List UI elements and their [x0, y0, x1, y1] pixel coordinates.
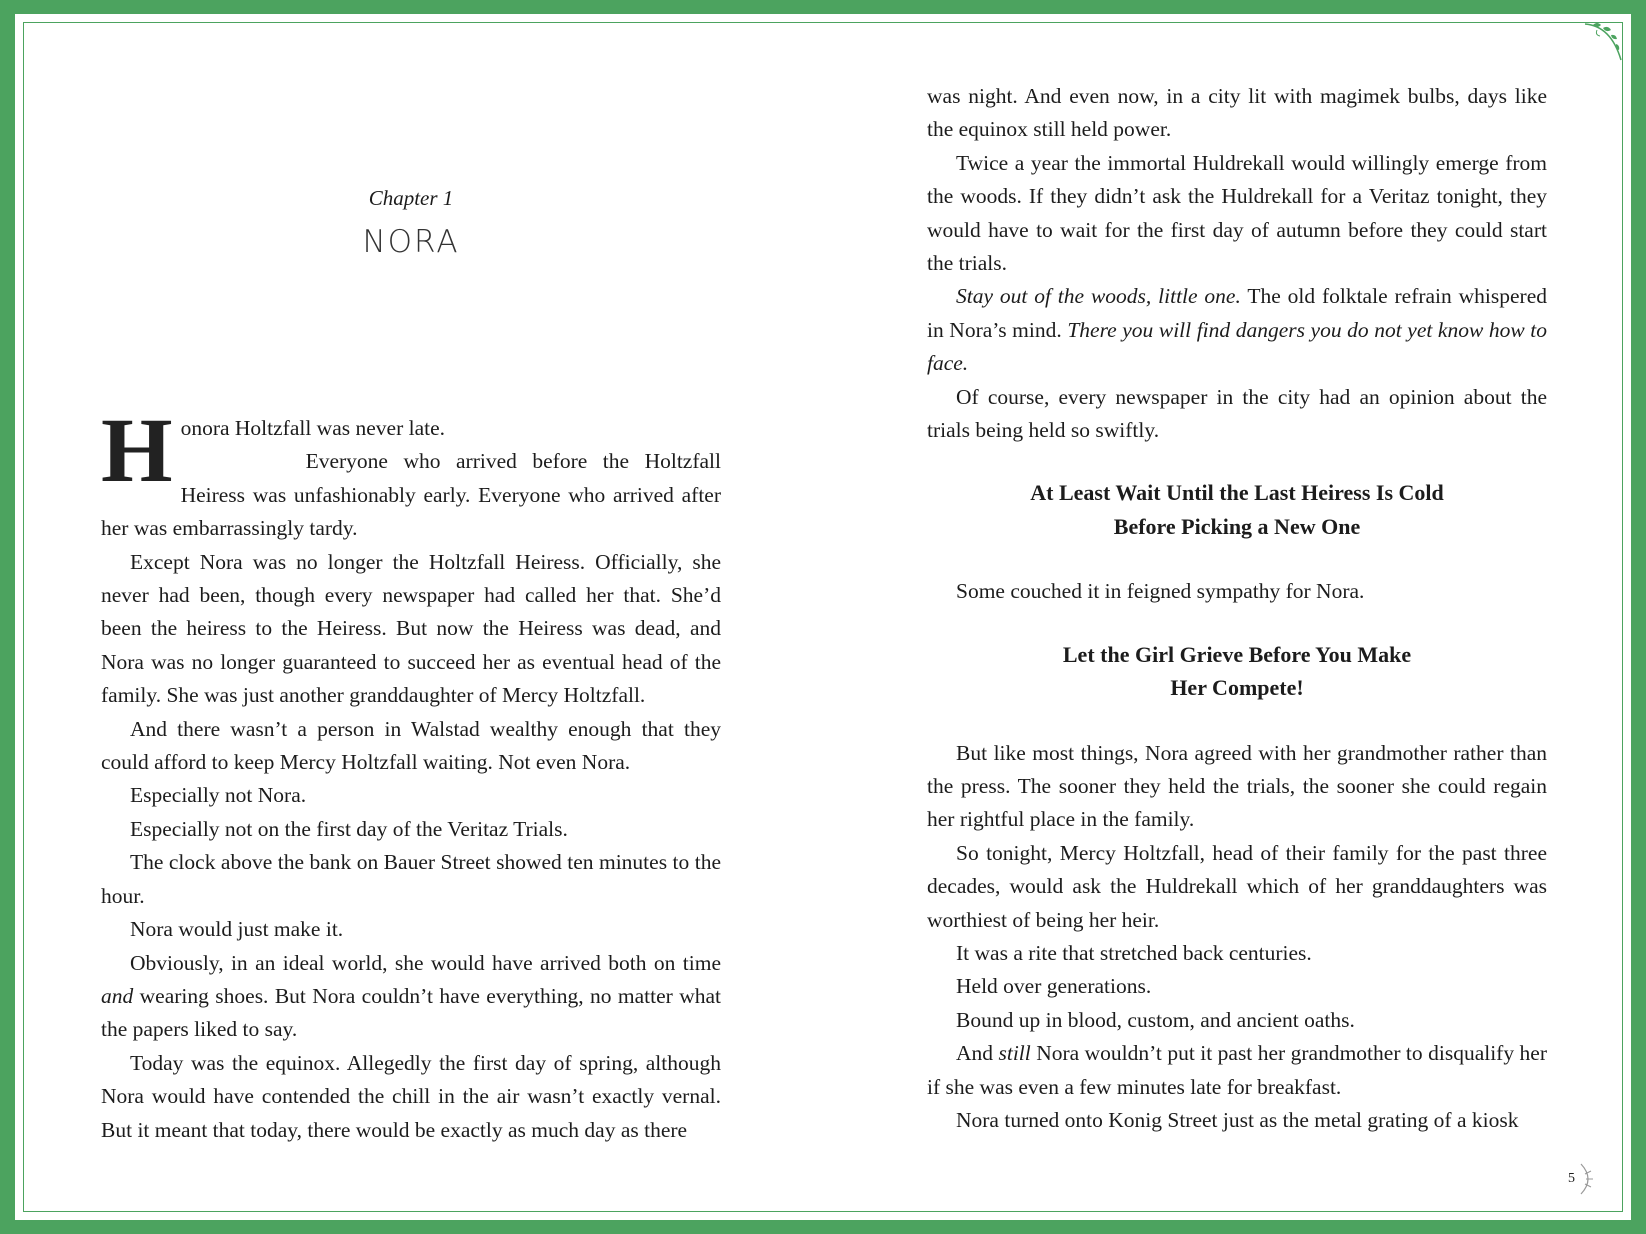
paragraph: But like most things, Nora agreed with her grandmother rather than the press. The sooner they held the trials, the sooner she could regain her rightful place in the family. [927, 740, 1547, 832]
paragraph: Especially not Nora. [130, 783, 307, 808]
right-text-column [927, 80, 1547, 1137]
book-page-spread [15, 14, 1631, 1220]
paragraph: And there wasn’t a person in Walstad wealthy enough that they could afford to keep Mercy Holtzfall waiting. Not even Nora. [101, 716, 721, 775]
newspaper-headline: At Least Wait Until the Last Heiress Is Cold Before Picking a New One [1030, 480, 1444, 539]
paragraph: Nora turned onto Konig Street just as the metal grating of a kiosk [956, 1107, 1519, 1132]
left-text-column [101, 399, 721, 1147]
paragraph: Held over generations. [956, 974, 1152, 999]
paragraph: Nora would just make it. [130, 917, 344, 942]
page-number: 5 [1568, 1171, 1575, 1186]
paragraph: Stay out of the woods, little one. The old folktale refrain whispered in Nora’s mind. There you will find dangers you do not yet know how to face. [927, 284, 1548, 376]
paragraph: And still Nora wouldn’t put it past her grandmother to disqualify her if she was even a few minutes late for breakfast. [927, 1041, 1547, 1099]
paragraph: It was a rite that stretched back centuries. [956, 940, 1312, 965]
paragraph: Of course, every newspaper in the city had an opinion about the trials being held so swiftly. [927, 384, 1547, 443]
crescent-flourish-icon [1577, 1162, 1601, 1196]
paragraph: Today was the equinox. Allegedly the first day of spring, although Nora would have contended the chill in the air wasn’t exactly vernal. But it meant that today, there would be exactly as much day as there [101, 1050, 721, 1142]
paragraph: So tonight, Mercy Holtzfall, head of their family for the past three decades, would ask the Huldrekall which of her granddaughters was worthiest of being her heir. [927, 840, 1547, 932]
paragraph: Bound up in blood, custom, and ancient oaths. [956, 1007, 1355, 1032]
paragraph: Twice a year the immortal Huldrekall would willingly emerge from the woods. If they didn’t ask the Huldrekall for a Veritaz tonight, they would have to wait for the first day of autumn before they could start the trials. [927, 150, 1547, 276]
leaf-flourish-icon [1581, 20, 1625, 64]
newspaper-headline: Let the Girl Grieve Before You Make Her Compete! [1062, 641, 1412, 701]
paragraph: Except Nora was no longer the Holtzfall Heiress. Officially, she never had been, though every newspaper had called her that. She’d been the heiress to the Heiress. But now the Heiress was dead, and Nora was no longer guaranteed to succeed her as eventual head of the family. She was just another granddaughter of Mercy Holtzfall. [101, 549, 721, 708]
paragraph: Everyone who arrived before the Holtzfall Heiress was unfashionably early. Everyone who arrived after her was embarrassingly tardy. [101, 449, 721, 541]
paragraph: was night. And even now, in a city lit with magimek bulbs, days like the equinox still held power. [927, 84, 1547, 142]
paragraph: Especially not on the first day of the Veritaz Trials. [130, 816, 568, 841]
paragraph: The clock above the bank on Bauer Street showed ten minutes to the hour. [101, 850, 721, 908]
opening-line: onora Holtzfall was never late. [180, 416, 446, 440]
paragraph: Obviously, in an ideal world, she would have arrived both on time and wearing shoes. But Nora couldn’t have everything, no matter what the papers liked to say. [101, 950, 721, 1042]
chapter-title: NORA [362, 224, 460, 260]
drop-cap: H [101, 399, 173, 501]
paragraph: Some couched it in feigned sympathy for Nora. [956, 579, 1365, 604]
chapter-label: Chapter 1 [368, 186, 454, 210]
